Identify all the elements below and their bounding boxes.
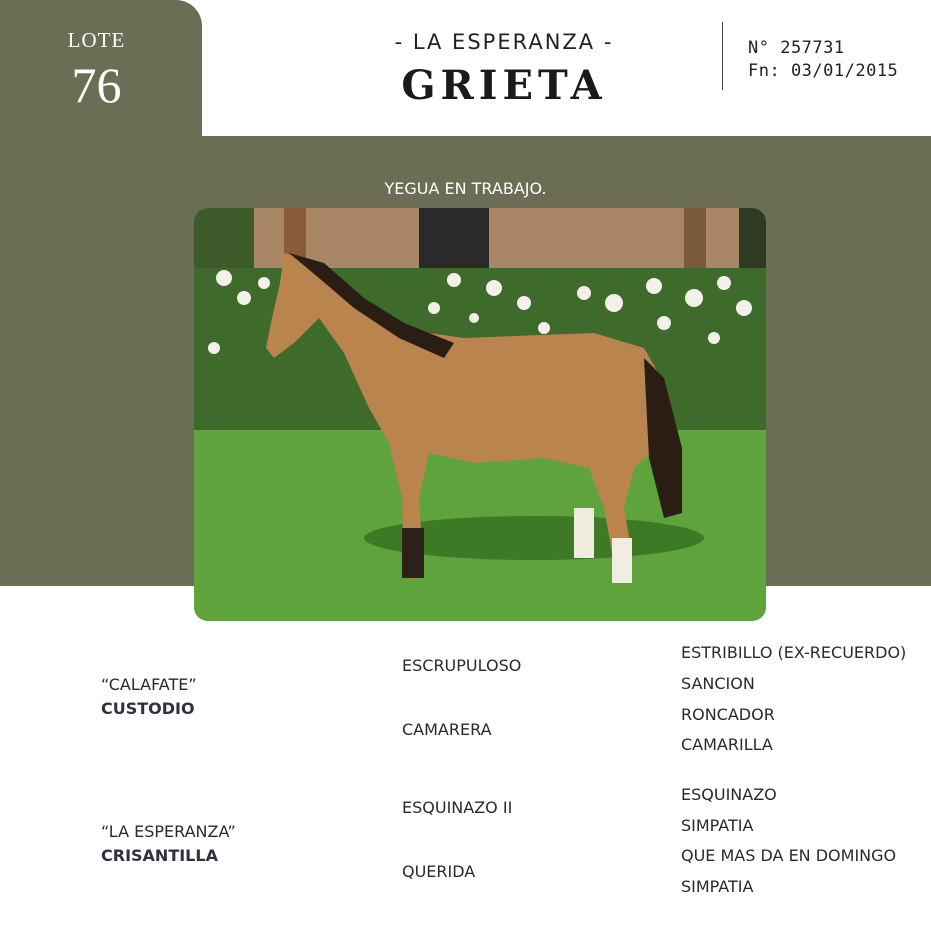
great-grandparent: SIMPATIA [681, 816, 754, 835]
great-grandparent: SANCION [681, 674, 755, 693]
lot-label: LOTE [67, 28, 126, 52]
sire-breeder: “CALAFATE” [101, 675, 197, 694]
description: YEGUA EN TRABAJO. [384, 179, 547, 198]
dam-name: CRISANTILLA [101, 846, 218, 865]
great-grandparent: RONCADOR [681, 705, 775, 724]
grandparent: ESQUINAZO II [402, 798, 513, 817]
great-grandparent: SIMPATIA [681, 877, 754, 896]
grandparent: CAMARERA [402, 720, 492, 739]
grandparent: QUERIDA [402, 862, 476, 881]
dam-breeder: “LA ESPERANZA” [101, 822, 236, 841]
lot-number: 76 [71, 57, 122, 113]
header-divider [722, 22, 723, 90]
great-grandparent: QUE MAS DA EN DOMINGO [681, 846, 897, 865]
great-grandparent: CAMARILLA [681, 735, 773, 754]
horse-photo [194, 208, 766, 621]
registration-number: N° 257731 [748, 38, 845, 58]
great-grandparent: ESTRIBILLO (EX-RECUERDO) [681, 643, 907, 662]
grandparent: ESCRUPULOSO [402, 656, 522, 675]
farm-name: - LA ESPERANZA - [394, 30, 614, 54]
great-grandparent: ESQUINAZO [681, 785, 777, 804]
birth-date: Fn: 03/01/2015 [748, 61, 899, 81]
horse-name: GRIETA [401, 62, 607, 109]
lot-badge [0, 0, 202, 136]
sire-name: CUSTODIO [101, 699, 195, 718]
horse-illustration [194, 208, 766, 621]
